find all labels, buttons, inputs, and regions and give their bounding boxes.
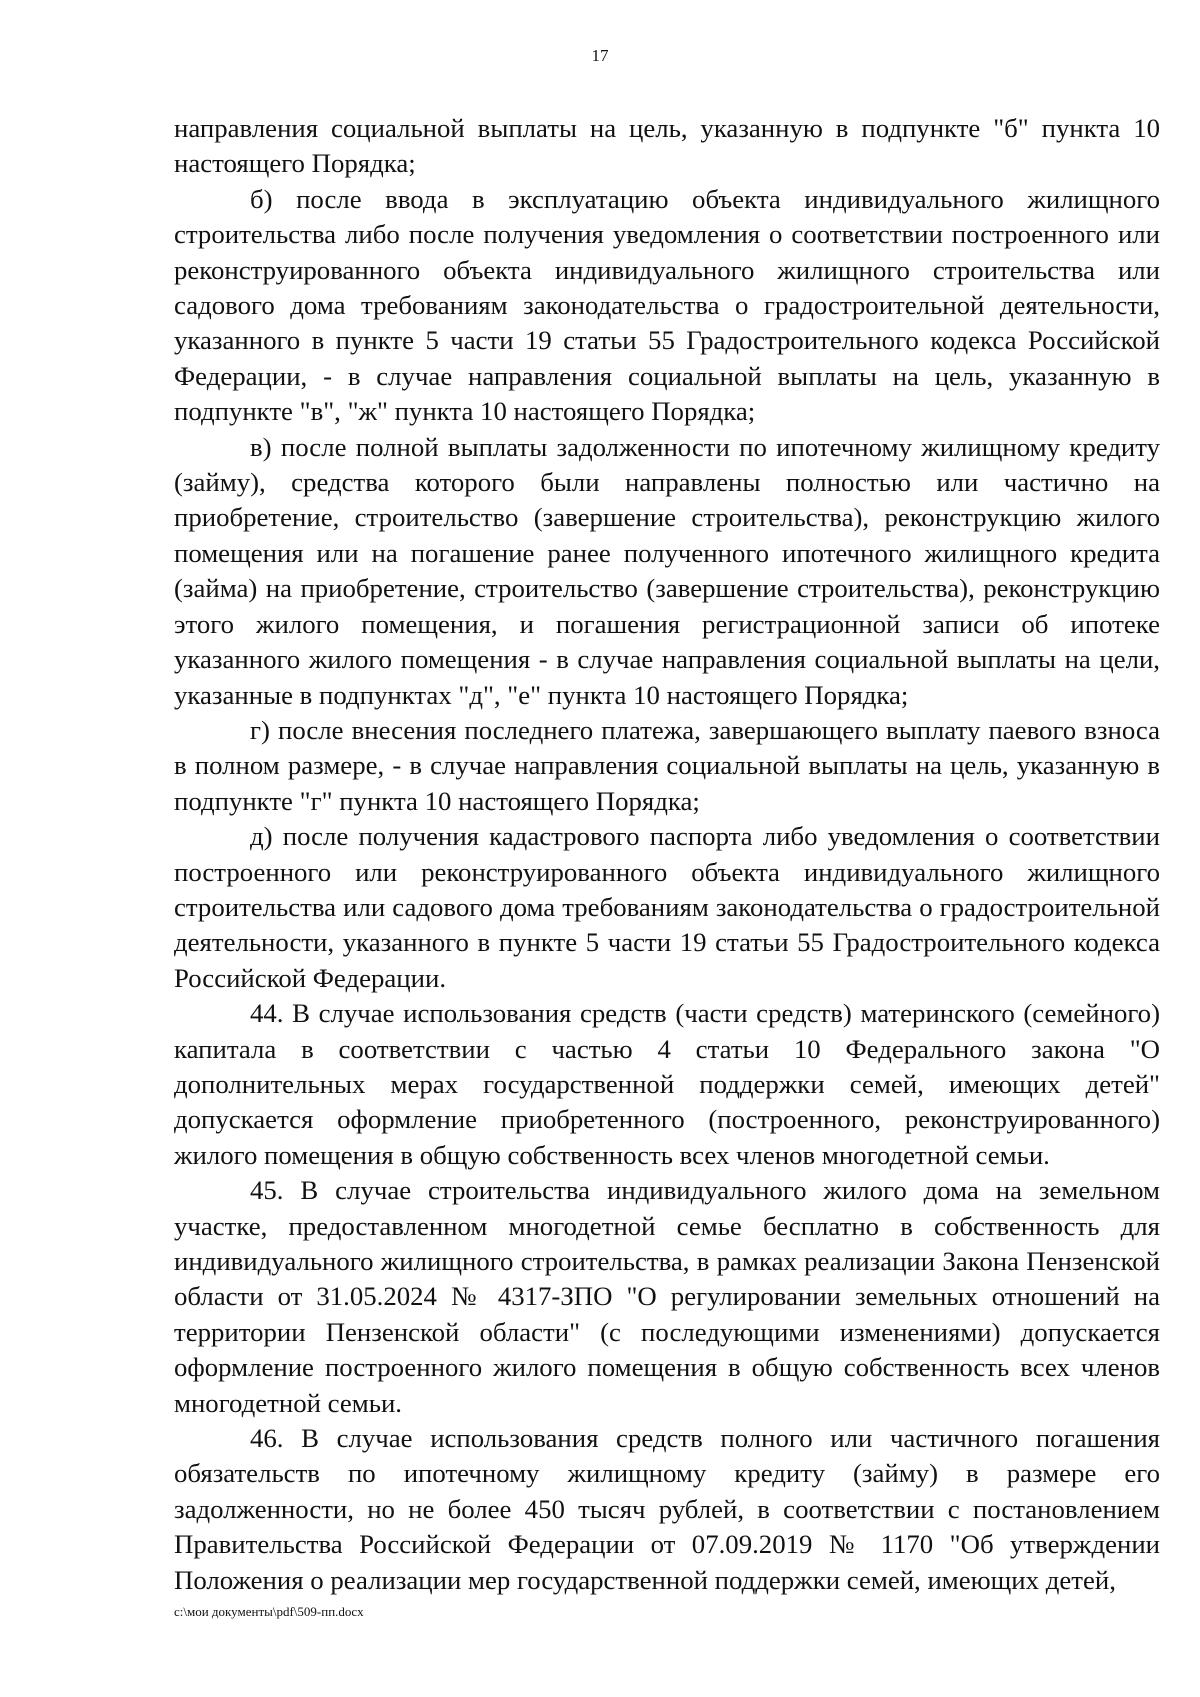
paragraph-45: 45. В случае строительства индивидуального жилого дома на земельном участке, предоставленном многодетной семье бесплатно в собственность для индивидуального жилищного строительства, в рамках реализации Закона Пензенской области от 31.05.2024 № 4317-ЗПО "О регулировании земельных отношений на территории Пензенской области" (с последующими изменениями) допускается оформление построенного жилого помещения в общую собственность всех членов многодетной семьи. — [174, 1175, 1160, 1418]
page-number: 17 — [591, 46, 609, 65]
paragraph-item-v: в) после полной выплаты задолженности по ипотечному жилищному кредиту (займу), средства которого были направлены полностью или частично на приобретение, строительство (завершение строительства), реконструкцию жилого помещения или на погашение ранее полученного ипотечного жилищного кредита (займа) на приобретение, строительство (завершение строительства), реконструкцию этого жилого помещения, и погашения регистрационной записи об ипотеке указанного жилого помещения - в случае направления социальной выплаты на цели, указанные в подпунктах "д", "е" пункта 10 настоящего Порядка; — [174, 431, 1160, 710]
document-body — [174, 111, 1160, 1598]
footer-file-path: c:\мои документы\pdf\509-пп.docx — [174, 1604, 364, 1619]
paragraph-item-g: г) после внесения последнего платежа, завершающего выплату паевого взноса в полном размере, - в случае направления социальной выплаты на цель, указанную в подпункте "г" пункта 10 настоящего Порядка; — [174, 714, 1160, 816]
paragraph-46: 46. В случае использования средств полного или частичного погашения обязательств по ипотечному жилищному кредиту (займу) в размере его задолженности, но не более 450 тысяч рублей, в соответствии с постановлением Правительства Российской Федерации от 07.09.2019 № 1170 "Об утверждении Положения о реализации мер государственной поддержки семей, имеющих детей, — [174, 1423, 1160, 1595]
paragraph-44: 44. В случае использования средств (части средств) материнского (семейного) капитала в соответствии с частью 4 статьи 10 Федерального закона "О дополнительных мерах государственной поддержки семей, имеющих детей" допускается оформление приобретенного (построенного, реконструированного) жилого помещения в общую собственность всех членов многодетной семьи. — [174, 998, 1160, 1170]
paragraph-item-b: б) после ввода в эксплуатацию объекта индивидуального жилищного строительства либо после получения уведомления о соответствии построенного или реконструированного объекта индивидуального жилищного строительства или садового дома требованиям законодательства о градостроительной деятельности, указанного в пункте 5 части 19 статьи 55 Градостроительного кодекса Российской Федерации, - в случае направления социальной выплаты на цель, указанную в подпункте "в", "ж" пункта 10 настоящего Порядка; — [174, 183, 1160, 427]
paragraph-continuation: направления социальной выплаты на цель, указанную в подпункте "б" пункта 10 настоящего Порядка; — [174, 113, 1160, 179]
paragraph-item-d: д) после получения кадастрового паспорта либо уведомления о соответствии построенного или реконструированного объекта индивидуального жилищного строительства или садового дома требованиям законодательства о градостроительной деятельности, указанного в пункте 5 части 19 статьи 55 Градостроительного кодекса Российской Федерации. — [174, 821, 1160, 993]
